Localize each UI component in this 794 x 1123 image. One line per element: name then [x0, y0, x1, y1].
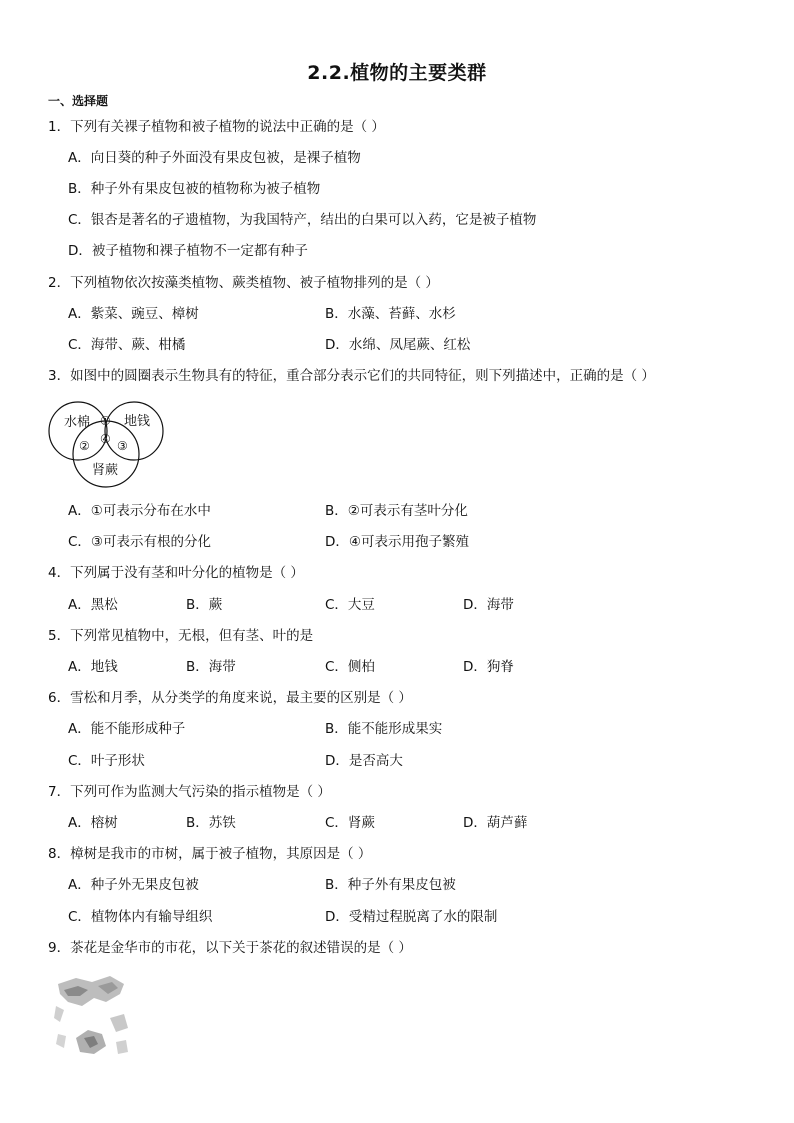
question-9-stem: 9．茶花是金华市的市花，以下关于茶花的叙述错误的是（ ）: [48, 940, 412, 956]
question-5-option-c[interactable]: C．侧柏: [325, 659, 375, 675]
question-6-option-a[interactable]: A．能不能形成种子: [68, 721, 186, 737]
venn-label-bottom: 肾蕨: [92, 463, 119, 478]
question-3-option-c[interactable]: C．③可表示有根的分化: [68, 534, 212, 550]
question-1-option-b[interactable]: B．种子外有果皮包被的植物称为被子植物: [68, 181, 321, 197]
page-title: 2.2.植物的主要类群: [307, 62, 487, 84]
question-8-option-d[interactable]: D．受精过程脱离了水的限制: [325, 909, 498, 925]
question-8-option-a[interactable]: A．种子外无果皮包被: [68, 877, 199, 893]
venn-circle-left: [49, 402, 107, 460]
question-1-stem: 1．下列有关裸子植物和被子植物的说法中正确的是（ ）: [48, 119, 385, 135]
question-8-option-c[interactable]: C．植物体内有输导组织: [68, 909, 213, 925]
question-3-option-d[interactable]: D．④可表示用孢子繁殖: [325, 534, 469, 550]
question-6-stem: 6．雪松和月季，从分类学的角度来说，最主要的区别是（ ）: [48, 690, 412, 706]
question-3-option-a[interactable]: A．①可表示分布在水中: [68, 503, 211, 519]
question-1-option-a[interactable]: A．向日葵的种子外面没有果皮包被，是裸子植物: [68, 150, 361, 166]
question-2-option-d[interactable]: D．水绵、凤尾蕨、红松: [325, 337, 471, 353]
question-6-option-b[interactable]: B．能不能形成果实: [325, 721, 443, 737]
venn-label-right: 地钱: [124, 414, 151, 429]
venn-region-4: ④: [100, 432, 111, 446]
venn-label-left: 水棉: [64, 415, 91, 430]
section-heading: 一、选择题: [48, 94, 109, 108]
question-3-option-b[interactable]: B．②可表示有茎叶分化: [325, 503, 468, 519]
question-4-option-c[interactable]: C．大豆: [325, 597, 375, 613]
question-7-option-c[interactable]: C．肾蕨: [325, 815, 375, 831]
venn-region-2: ②: [79, 439, 90, 453]
question-8-stem: 8．樟树是我市的市树，属于被子植物，其原因是（ ）: [48, 846, 372, 862]
camellia-photo: [54, 972, 130, 1058]
question-7-option-b[interactable]: B．苏铁: [186, 815, 236, 831]
question-2-option-c[interactable]: C．海带、蕨、柑橘: [68, 337, 186, 353]
question-1-option-c[interactable]: C．银杏是著名的孑遗植物，为我国特产，结出的白果可以入药，它是被子植物: [68, 212, 537, 228]
question-2-stem: 2．下列植物依次按藻类植物、蕨类植物、被子植物排列的是（ ）: [48, 275, 439, 291]
question-4-option-d[interactable]: D．海带: [463, 597, 514, 613]
question-5-option-a[interactable]: A．地钱: [68, 659, 118, 675]
question-4-option-b[interactable]: B．蕨: [186, 597, 223, 613]
question-7-stem: 7．下列可作为监测大气污染的指示植物是（ ）: [48, 784, 331, 800]
question-8-option-b[interactable]: B．种子外有果皮包被: [325, 877, 456, 893]
question-5-option-b[interactable]: B．海带: [186, 659, 236, 675]
venn-diagram: [44, 398, 168, 490]
question-1-option-d[interactable]: D．被子植物和裸子植物不一定都有种子: [68, 243, 308, 259]
question-6-option-c[interactable]: C．叶子形状: [68, 753, 145, 769]
question-7-option-d[interactable]: D．葫芦藓: [463, 815, 528, 831]
question-2-option-b[interactable]: B．水藻、苔藓、水杉: [325, 306, 456, 322]
question-6-option-d[interactable]: D．是否高大: [325, 753, 403, 769]
question-7-option-a[interactable]: A．榕树: [68, 815, 118, 831]
question-5-option-d[interactable]: D．狗脊: [463, 659, 514, 675]
question-2-option-a[interactable]: A．紫菜、豌豆、樟树: [68, 306, 199, 322]
question-4-option-a[interactable]: A．黑松: [68, 597, 118, 613]
question-3-stem: 3．如图中的圆圈表示生物具有的特征，重合部分表示它们的共同特征，则下列描述中，正确的是（ ）: [48, 368, 655, 384]
venn-circle-right: [105, 402, 163, 460]
venn-region-1: ①: [100, 414, 111, 428]
question-4-stem: 4．下列属于没有茎和叶分化的植物是（ ）: [48, 565, 304, 581]
venn-region-3: ③: [117, 439, 128, 453]
question-5-stem: 5．下列常见植物中，无根，但有茎、叶的是: [48, 628, 314, 644]
